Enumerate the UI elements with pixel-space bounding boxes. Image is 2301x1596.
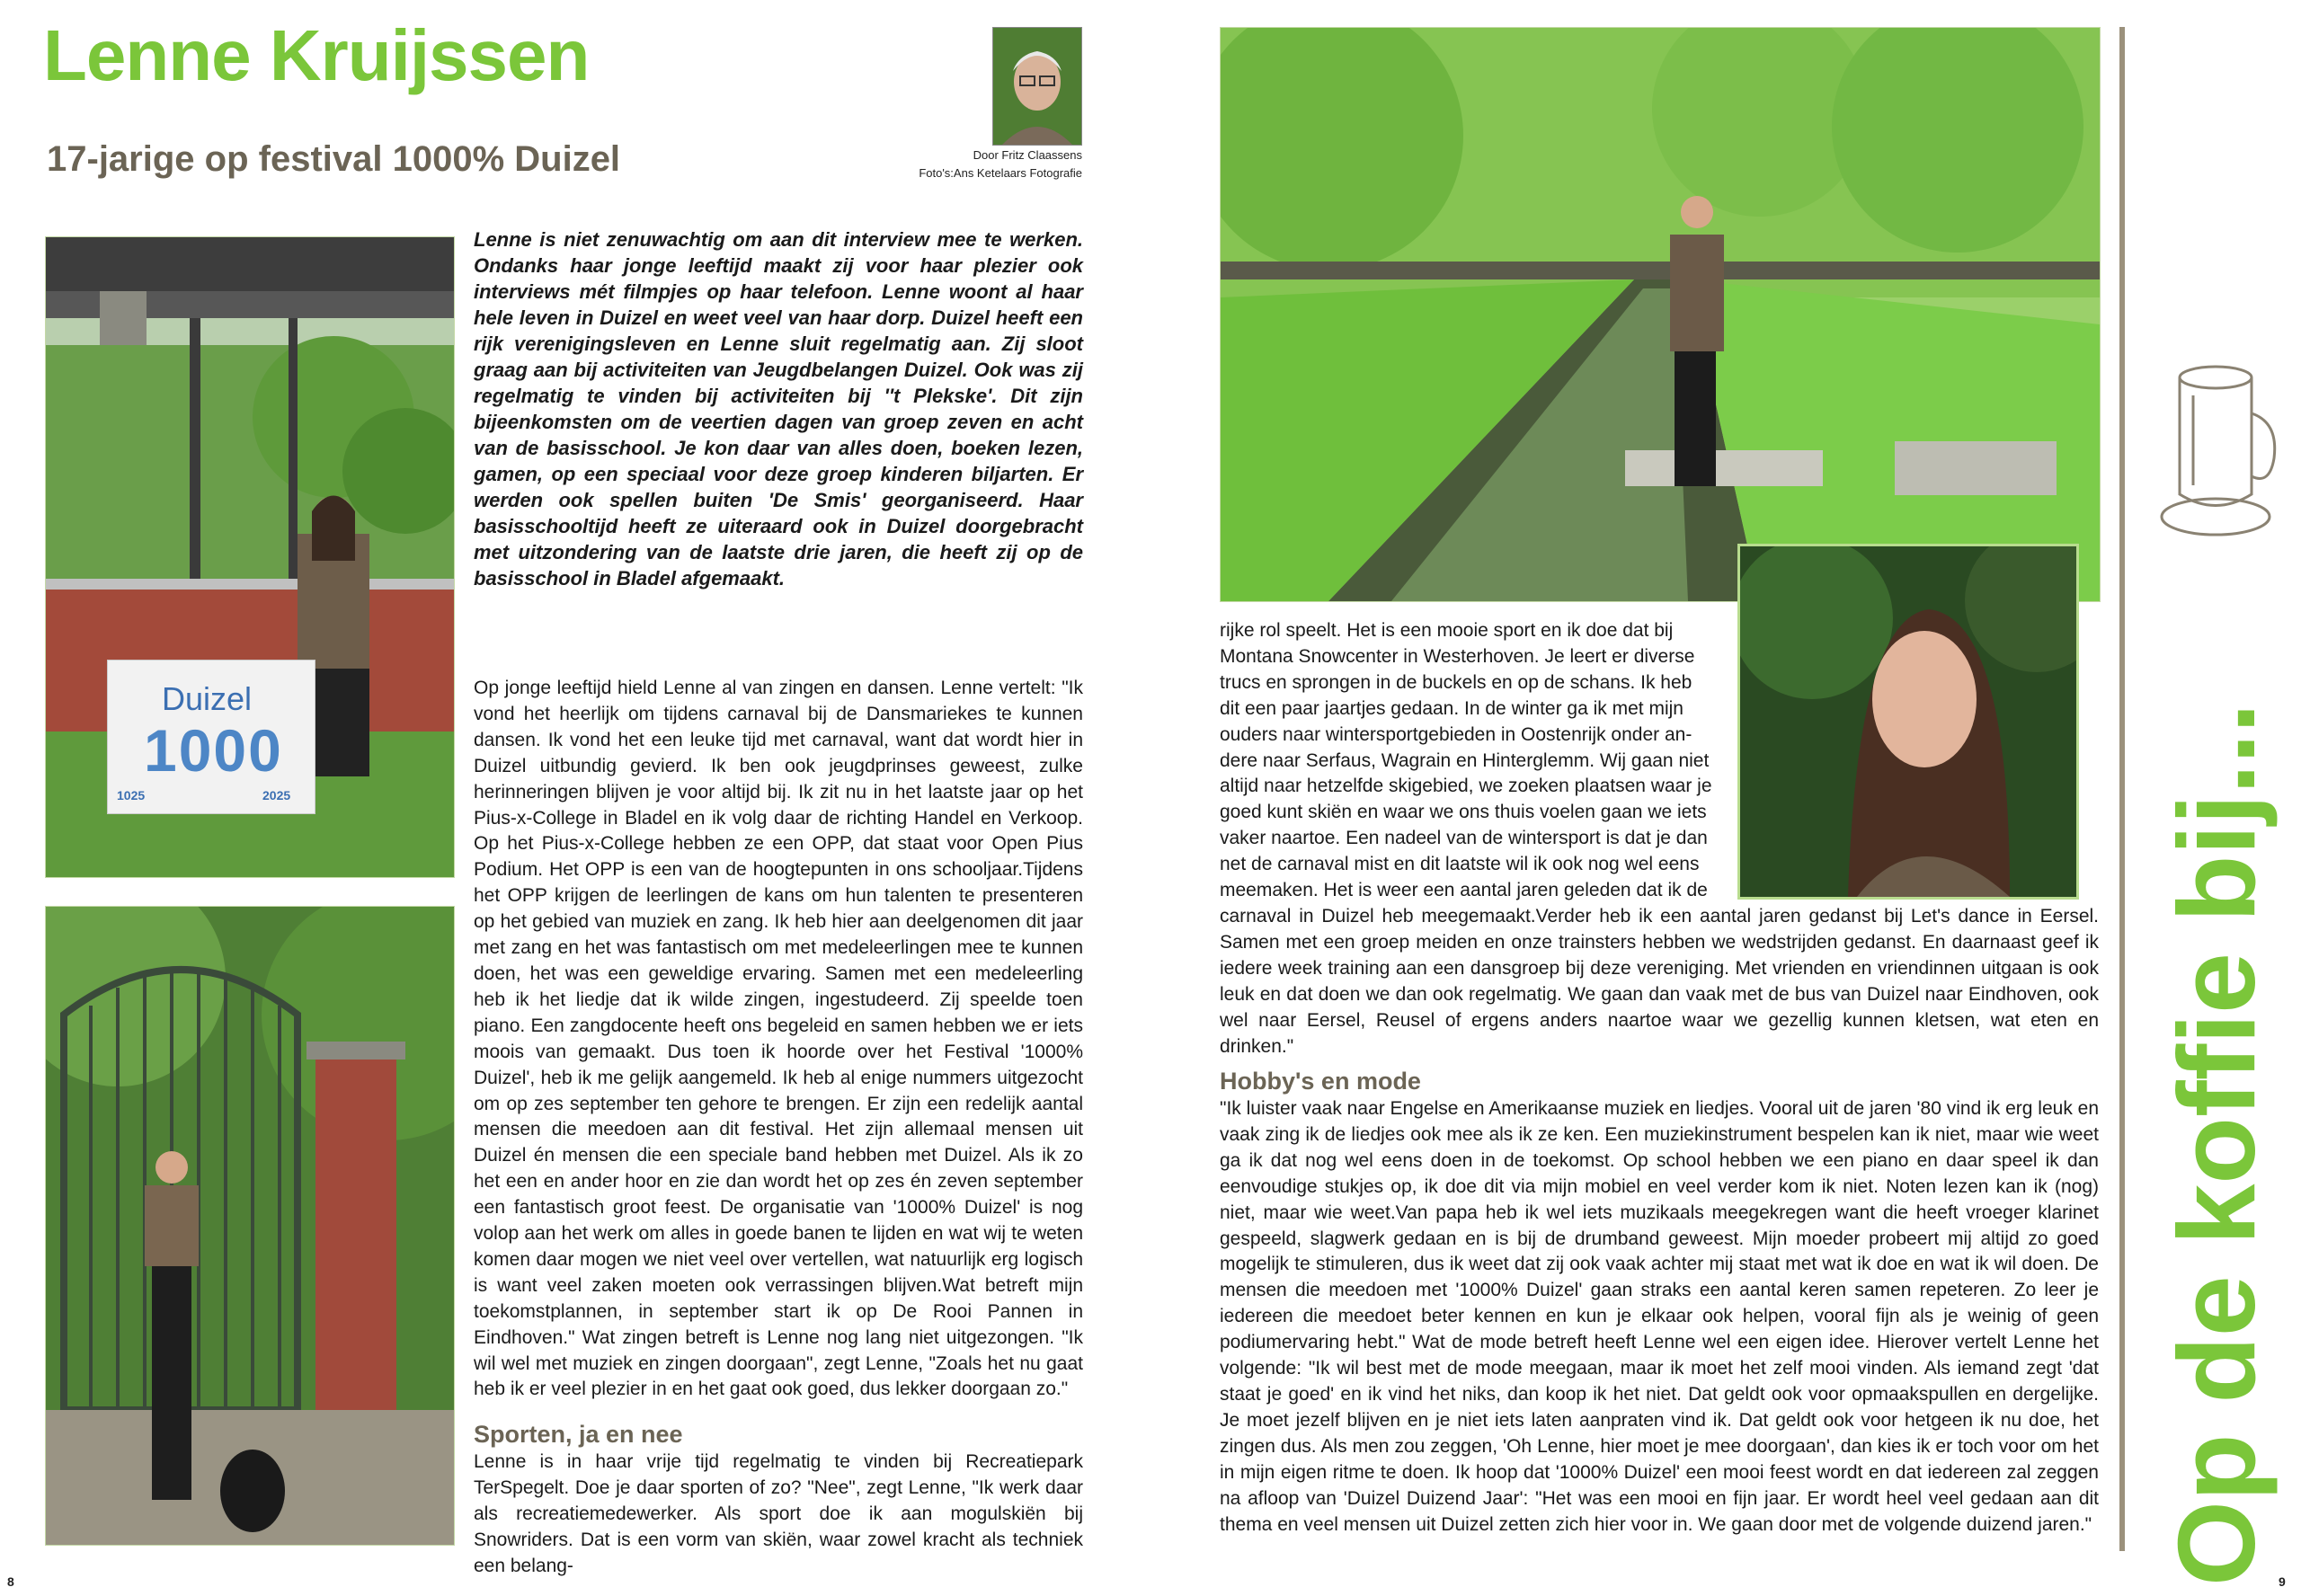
narrow-line: goed kunt skiën en waar we ons thuis voelen gaan we iets (1220, 802, 1707, 823)
left-body2-paragraph: Lenne is in haar vrije tijd regelmatig te vinden bij Recreatiepark TerSpegelt. Doe je daar sporten of zo? "Nee", zegt Lenne, "Ik werk daar als recreatiemedewerker. Als sport doe ik aan mogulskiën bij Snowriders. Dat is een vorm van skiën, waar zowel kracht als techniek een belang- (474, 1451, 1083, 1576)
left-body-paragraph: Op jonge leeftijd hield Lenne al van zingen en dansen. Lenne vertelt: "Ik vond het heerlijk om tijdens carnaval bij de Dansmariekes te kunnen dansen. Ik vond het een leuke tijd met carnaval, want dat wordt hier in Duizel uitbundig gevierd. Ik ben ook jeugdprinses geweest, zulke herinneringen blijven je voor altijd bij. Ik zit nu in het laatste jaar op het Pius-x-College in Bladel en ik volg daar de richting Handel en Verkoop. Op het Pius-x-College hebben ze een OPP, dat staat voor Open Pius Podium. Het OPP is een van de hoogtepunten in ons schooljaar.Tijdens het OPP krijgen de leerlingen de kans om hun talenten te presenteren op het gebied van muziek en zang. Ik heb hier aan deelgenomen dit jaar met zang en het was fantastisch om met medeleerlingen mee te kunnen doen, het was een geweldige ervaring. Samen met een medeleerling heb ik het liedje dat ik wilde zingen, ingestudeerd. Zij speelde toen piano. Een zangdocente heeft ons begeleid en samen hebben we er iets moois van gemaakt. Dus toen ik hoorde over het Festival '1000% Duizel', heb ik me gelijk aangemeld. Ik heb al enige nummers uitgezocht om op zes september ten gehore te brengen. Er zijn een redelijk aantal mensen die meedoen aan dit festival. Het zijn allemaal mensen uit Duizel én mensen die een speciale band hebben met Duizel. Als ik zo het een en ander hoor en zie dan wordt het op zes én zeven september een fantastisch groot feest. De organisatie van '1000% Duizel' is nog volop aan het werk om alles in goede banen te lijden en wat wij te weten komen daar mogen we niet veel over vertellen, wat natuurlijk erg logisch is want veel zaken moeten ook verrassingen blijven.Wat betreft mijn toekomstplannen, in september start ik op De Rooi Pannen in Eindhoven." Wat zingen betreft is Lenne nog lang niet uitgezongen. "Ik wil wel met muziek en zingen doorgaan", zegt Lenne, "Zoals het nu gaat heb ik er veel plezier in en het gaat ook goed, dus lekker doorgaan zo." (474, 678, 1083, 1400)
narrow-line: vaker naartoe. Een nadeel van de wintersport is dat je dan (1220, 828, 1708, 849)
flag-text-1000: 1000 (144, 717, 283, 784)
narrow-line: ouders naar wintersportgebieden in Oostenrijk onder an- (1220, 723, 1692, 745)
photo-gate-dog (45, 906, 455, 1546)
narrow-line: net de carnaval mist en dit laatste wil ik ook nog wel eens (1220, 854, 1700, 875)
page-number-left: 8 (7, 1574, 14, 1589)
narrow-line: altijd naar hetzelfde skigebied, we zoeken plaatsen waar je (1220, 776, 1712, 797)
flag-year-left: 1025 (117, 788, 146, 802)
right-narrow-text (1220, 618, 1732, 904)
page-title: Lenne Kruijssen (43, 15, 590, 95)
heading-hobbys: Hobby's en mode (1220, 1068, 1421, 1095)
right-body3-paragraph: "Ik luister vaak naar Engelse en Amerikaanse muziek en liedjes. Vooral uit de jaren '80 vind ik erg leuk en vaak zing ik de liedjes ook mee als ik ze ken. Een muziekinstrument bespelen kan ik niet, maar wie weet ga ik dat nog wel eens doen in de toekomst. Op school hebben we een piano en daar speel ik dan eenvoudige stukjes op, ik doe dit via mijn mobiel en veel verder kom ik niet. Noten lezen kan ik (nog) niet, maar wie weet.Van papa heb ik wel iets muzikaals meegekregen want die heeft vroeger klarinet gespeeld, slagwerk gedaan en is bij de drumband geweest. Mijn moeder probeert mij altijd zo goed mogelijk te stimuleren, dus ik weet dat zij ook vaak achter mij staat met wat ik doe en wat ik wil doen. De mensen die meedoen met '1000% Duizel' gaan straks een aantal keren samen repeteren. Zo leer je iedereen die meedoet beter kennen en kun je elkaar ook helpen, vooral fijn als je weinig of geen podiumervaring hebt." Wat de mode betreft heeft Lenne wel een eigen idee. Hierover vertelt Lenne het volgende: "Ik wil best met de mode meegaan, maar ik moet het zelf mooi vinden. Als iemand zegt 'dat staat je goed' en ik vind het niks, dan koop ik het niet. Dat geldt ook voor opmaakspullen en dergelijke. Je moet jezelf blijven en je niet iets laten aanpraten vind ik. Dat geldt ook voor hetgeen ik nu doe, het zingen dus. Als men zou zeggen, 'Oh Lenne, hier moet je mee doorgaan', dan kies ik er toch voor om het in mijn eigen ritme te doen. Ik hoop dat '1000% Duizel' een mooi feest wordt en dat iedereen zal zeggen na afloop van 'Duizel Duizend Jaar': "Het was een mooi en fijn jaar. Er wordt heel veel gedaan aan dit thema en veel mensen uit Duizel zetten zich hier voor in. We gaan door met de volgende duizend jaren." (1220, 1098, 2100, 1535)
flag-year-right: 2025 (262, 788, 291, 802)
right-body3 (1220, 1096, 2099, 1538)
duizel-flag (107, 660, 315, 814)
right-wide-paragraph: carnaval in Duizel heb meegemaakt.Verder heb ik een aantal jaren gedanst bij Let's dance in Eersel. Samen met een groep meiden en onze trainsters hebben we wedstrijden gedanst. En daarnaast geef ik iedere week training aan een dansgroep bij deze vereniging. Met vrienden en vriendinnen uitgaan is ook leuk en dat doen we dan ook regelmatig. We gaan dan vaak met de bus van Duizel naar Eindhoven, ook wel naar Eersel, Reusel of ergens anders naartoe waar we gezellig kunnen kletsen, wat eten en drinken." (1220, 906, 2099, 1057)
narrow-line: dit een paar jaartjes gedaan. In de winter ga ik met mijn (1220, 697, 1684, 719)
credit-photos: Foto's:Ans Ketelaars Fotografie (919, 166, 1082, 180)
narrow-line: trucs en sprongen in de buckels en op de schans. Ik heb (1220, 671, 1692, 693)
photo-canal (1220, 27, 2101, 602)
left-body (474, 676, 1083, 1403)
author-portrait (992, 27, 1082, 146)
right-wide-text (1220, 904, 2099, 1060)
coffee-cup-icon (2148, 359, 2283, 566)
page-number-right: 9 (2279, 1574, 2286, 1589)
narrow-line: dere naar Serfaus, Wagrain en Hinterglemm. Wij gaan niet (1220, 749, 1710, 771)
narrow-line: rijke rol speelt. Het is een mooie sport en ik doe dat bij (1220, 620, 1674, 641)
sidebar-divider (2119, 27, 2125, 1551)
heading-sporten: Sporten, ja en nee (474, 1421, 683, 1448)
credit-author: Door Fritz Claassens (973, 148, 1082, 162)
flag-text-duizel: Duizel (162, 680, 253, 717)
narrow-line: Montana Snowcenter in Westerhoven. Je leert er diverse (1220, 645, 1695, 667)
narrow-line: meemaken. Het is weer een aantal jaren geleden dat ik de (1220, 880, 1708, 901)
vertical-section-title: Op de koffie bij... (2155, 703, 2278, 1586)
photo-gazebo-flag (45, 236, 455, 878)
left-body2 (474, 1450, 1083, 1580)
photo-portrait (1737, 544, 2079, 900)
intro-text: Lenne is niet zenuwachtig om aan dit interview mee te werken. Ondanks haar jonge leeftijd maakt zij voor haar plezier ook interviews mét filmpjes op haar telefoon. Lenne woont al haar hele leven in Duizel en weet veel van haar dorp. Duizel heeft een rijk verenigingsleven en Lenne sluit regelmatig aan. Zij sloot graag aan bij activiteiten van Jeugdbelangen Duizel. Ook was zij regelmatig te vinden bij activiteiten bij ''t Plekske'. Dit zijn bijeenkomsten om de veertien dagen van groep zeven en acht van de basisschool. Je kon daar van alles doen, boeken lezen, gamen, op een speciaal voor deze groep kinderen biljarten. Er werden ook spellen buiten 'De Smis' georganiseerd. Haar basisschooltijd heeft ze uiteraard ook in Duizel doorgebracht met uitzondering van de laatste drie jaren, die heeft zij op de basisschool in Bladel afgemaakt. (474, 228, 1083, 590)
page-subtitle: 17-jarige op festival 1000% Duizel (47, 139, 621, 179)
